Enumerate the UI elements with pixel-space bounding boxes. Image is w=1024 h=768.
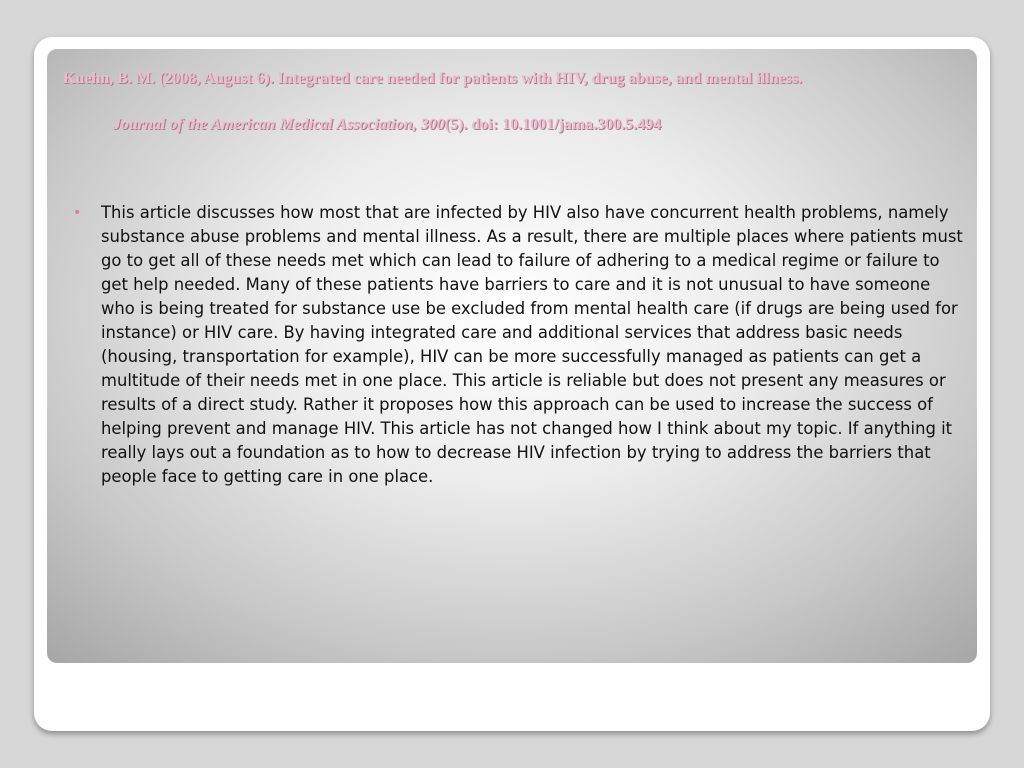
bullet-icon: •	[73, 205, 82, 221]
citation-line-2	[113, 115, 661, 135]
list-item	[73, 201, 963, 489]
slide-content-panel	[47, 49, 977, 663]
citation-line-1: Kuehn, B. M. (2008, August 6). Integrated care needed for patients with HIV, drug abuse, and mental illness.	[63, 70, 803, 87]
summary-paragraph: This article discusses how most that are infected by HIV also have concurrent health problems, namely substance abuse problems and mental illness. As a result, there are multiple places where patients must go to get all of these needs met which can lead to failure of adhering to a medical regime or failure to get help needed. Many of these patients have barriers to care and it is not unusual to have someone who is being treated for substance use be excluded from mental health care (if drugs are being used for instance) or HIV care. By having integrated care and additional services that address basic needs (housing, transportation for example), HIV can be more successfully managed as patients can get a multitude of their needs met in one place. This article is reliable but does not present any measures or results of a direct study. Rather it proposes how this approach can be used to increase the success of helping prevent and manage HIV. This article has not changed how I think about my topic. If anything it really lays out a foundation as to how to decrease HIV infection by trying to address the barriers that people face to getting care in one place.	[101, 203, 963, 486]
citation-journal: Journal of the American Medical Association, 300	[113, 116, 445, 133]
slide-frame	[34, 37, 990, 731]
citation-issue: (5). doi: 10.1001/jama.300.5.494	[444, 116, 662, 133]
body-bullet-list	[73, 201, 963, 489]
